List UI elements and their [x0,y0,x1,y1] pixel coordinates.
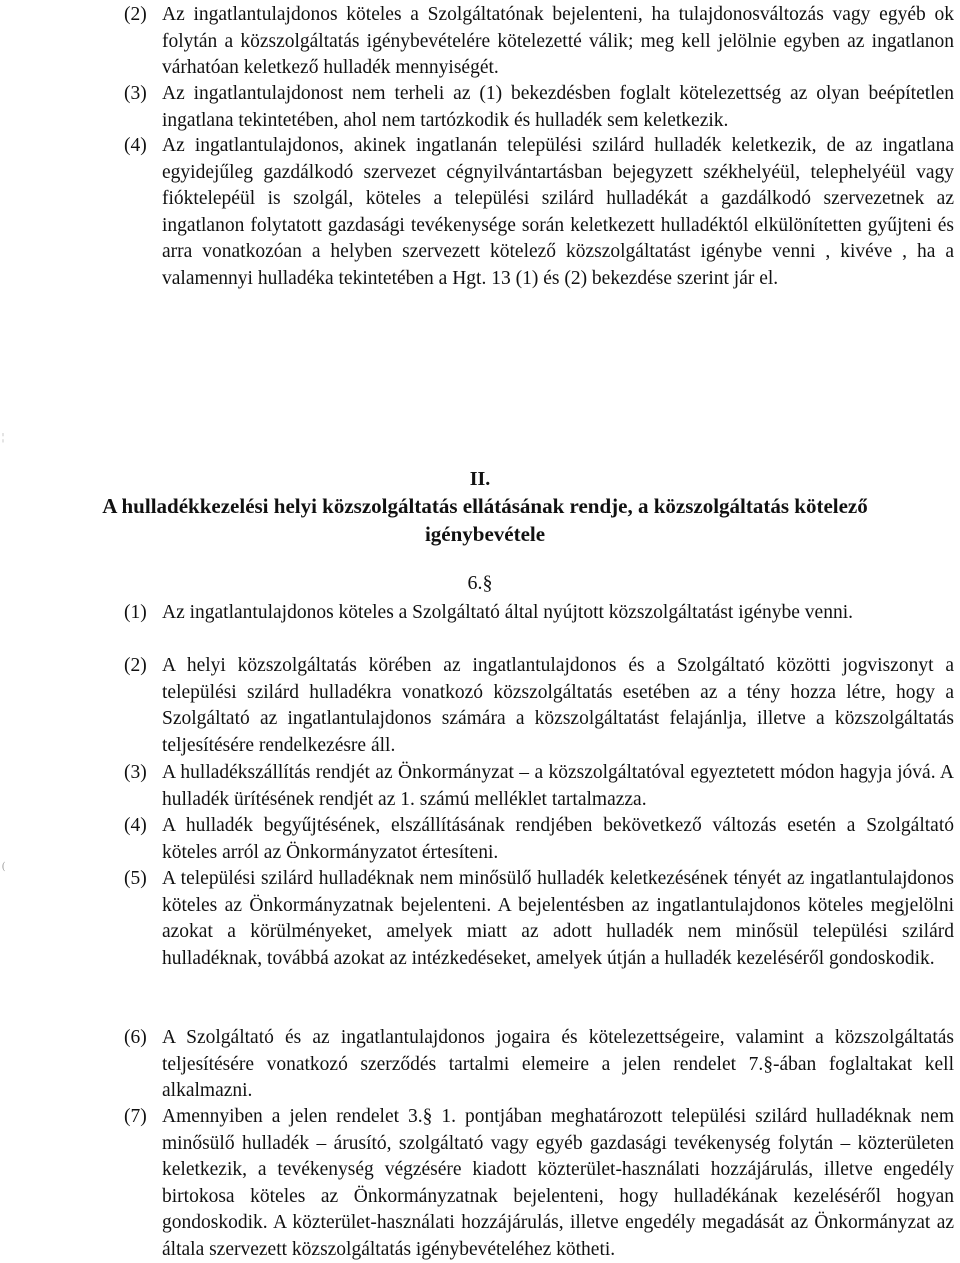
item-2 [124,653,954,759]
paragraph-text: Az ingatlantulajdonos, akinek ingatlanán települési szilárd hulladék keletkezik, de az ingatlana egyidejűleg gazdálkodó szervezet cégnyilvántartásban bejegyzett székhelyéül, telephelyéül vagy fióktelepéül is szolgál, köteles a települési szilárd hulladékát a gazdálkodó szervezetnek az ingatlanon folytatott gazdasági tevékenysége során keletkezett hulladéktól elkülönítetten gyűjteni és arra vonatkozóan a helyben szervezett kötelező közszolgáltatást igénybe venni , kivéve , ha a valamennyi hulladéka tekintetében a Hgt. 13 (1) és (2) bekezdése szerint jár el. [162,135,954,289]
item-text: A települési szilárd hulladéknak nem minősülő hulladék keletkezésének tényét az ingatlantulajdonos köteles az Önkormányzatnak bejelenteni. A bejelentésben az ingatlantulajdonos köteles megjelölni azokat a körülményeket, amelyek miatt az adott hulladék nem minősül települési szilárd hulladéknak, továbbá azokat az intézkedéseket, amelyek útján a hulladék kezeléséről gondoskodik. [162,868,954,969]
item-number: (7) [124,1106,147,1127]
paragraph-4 [124,133,954,292]
item-text: Amennyiben a jelen rendelet 3.§ 1. pontjában meghatározott települési szilárd hulladéknak nem minősülő hulladék – árusító, szolgáltató vagy egyéb gazdasági tevékenység folytán – közterületen keletkezik, a tevékenység végzésére kiadott közterület-használati hozzájárulás, illetve engedély birtokosa köteles az Önkormányzatnak bejelenteni, hogy hulladékának kezeléséről hogyan gondoskodik. A közterület-használati hozzájárulás, illetve engedély megadását az Önkormányzat az általa szervezett közszolgáltatás igénybevételéhez kötheti. [162,1106,954,1260]
item-number: (4) [124,815,147,836]
item-text: A hulladékszállítás rendjét az Önkormányzat – a közszolgáltatóval egyeztetett módon hagyja jóvá. A hulladék ürítésének rendjét az 1. számú melléklet tartalmazza. [162,762,954,810]
item-7 [124,1104,954,1263]
paragraph-text: Az ingatlantulajdonost nem terheli az (1) bekezdésben foglalt kötelezettség az olyan beépítetlen ingatlana tekintetében, ahol nem tartózkodik és hulladék sem keletkezik. [162,83,954,131]
item-number: (5) [124,868,147,889]
paragraph-3 [124,81,954,134]
section-number: II. [469,468,491,490]
item-1 [124,600,954,627]
item-text: A helyi közszolgáltatás körében az ingatlantulajdonos és a Szolgáltató közötti jogviszonyt a települési szilárd hulladékra vonatkozó közszolgáltatás esetében az a tény hozza létre, hogy a Szolgáltató az ingatlantulajdonos számára a közszolgáltatást felajánlja, illetve a közszolgáltatás teljesítésére rendelkezésre áll. [162,655,954,756]
paragraph-2 [124,2,954,82]
margin-mark: ¦ [2,432,5,443]
item-number: (2) [124,655,147,676]
section-title: A hulladékkezelési helyi közszolgáltatás ellátásának rendje, a közszolgáltatás kötelező igénybevétele [102,494,868,546]
paragraph-number: (2) [124,4,147,25]
item-number: (6) [124,1027,147,1048]
item-text: Az ingatlantulajdonos köteles a Szolgáltató által nyújtott közszolgáltatást igénybe venni. [162,602,853,623]
paragraph-sign: 6.§ [467,572,493,594]
item-number: (3) [124,762,147,783]
item-number: (1) [124,602,147,623]
paragraph-number: (3) [124,83,147,104]
item-4 [124,813,954,866]
item-5 [124,866,954,972]
item-text: A hulladék begyűjtésének, elszállításának rendjében bekövetkező változás esetén a Szolgáltató köteles arról az Önkormányzatot értesíteni. [162,815,954,863]
paragraph-number: (4) [124,135,147,156]
item-3 [124,760,954,813]
paragraph-text: Az ingatlantulajdonos köteles a Szolgáltatónak bejelenteni, ha tulajdonosváltozás vagy egyéb ok folytán a közszolgáltatás igénybevételére kötelezetté válik; meg kell jelölnie egyben az ingatlanon várhatóan keletkező hulladék mennyiségét. [162,4,954,78]
item-text: A Szolgáltató és az ingatlantulajdonos jogaira és kötelezettségeire, valamint a közszolgáltatás teljesítésére vonatkozó szerződés tartalmi elemeire a jelen rendelet 7.§-ában foglaltakat kell alkalmazni. [162,1027,954,1101]
margin-mark: ( [2,861,6,872]
item-6 [124,1025,954,1105]
